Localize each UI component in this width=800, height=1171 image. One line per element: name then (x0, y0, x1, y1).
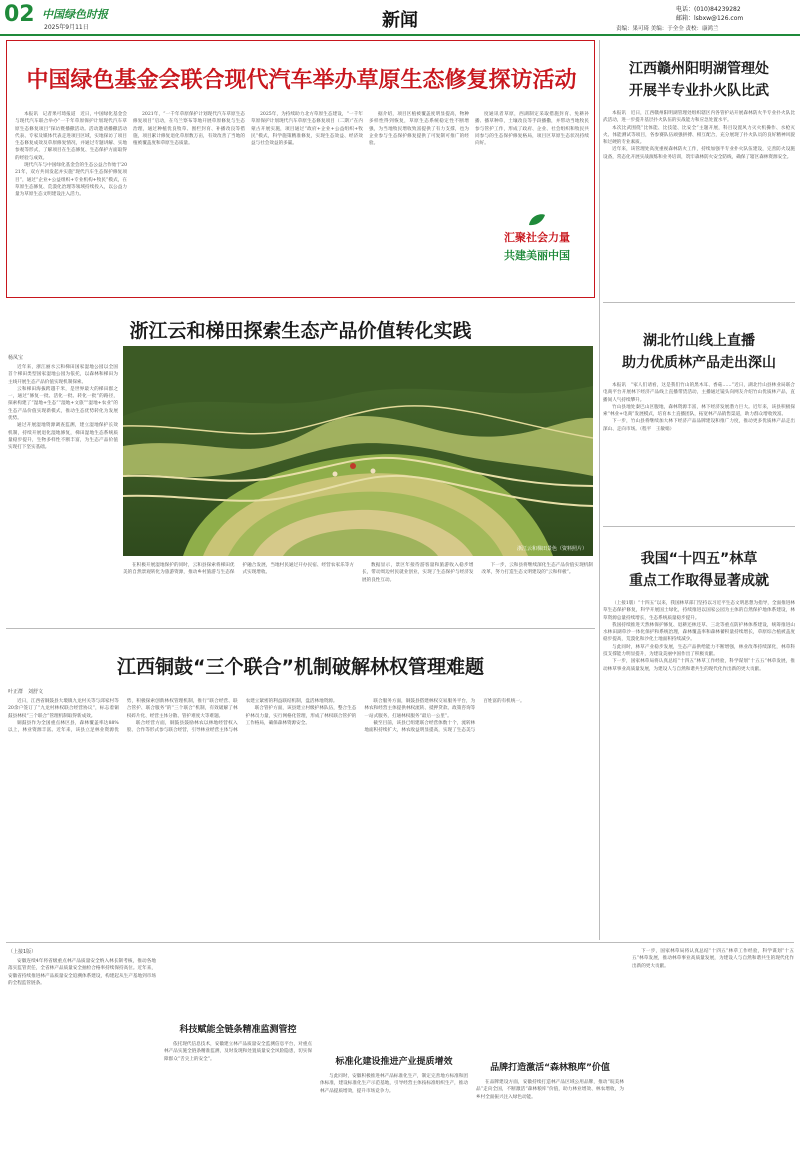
subhead-1: 科技赋能全链条精准监测管控 (179, 1025, 297, 1035)
paragraph: 竹山县地处秦巴山区腹地，森林资源丰富，林下经济发展潜力巨大。近年来，该县积极探索“林业+电商”发展模式，培育本土直播团队，拓宽林产品销售渠道，助力群众增收致富。 (603, 404, 795, 418)
leaf-icon (527, 213, 547, 227)
bottom-col-4 (476, 948, 624, 1166)
paragraph: 下一步，云和县将继续深化生态产品价值实现机制改革，努力打造生态文明建设的“云和样板”。 (481, 563, 593, 576)
masthead-rule (0, 34, 800, 36)
lead-paragraph: 度通讯者草原，西湖制定采取措施封育、免耕补播、播草种草，土壤改良等手段播撒，并带动当地牧民参与管护工作，形成了政府、企业、社会组织和牧民共同参与的生态保护修复格局，项目区草原生态状况持续向好。 (475, 112, 589, 147)
paragraph: 在品牌建设方面，安徽持续打造林产品区域公用品牌，推动“皖美林品”走向全国，不断激活“森林粮库”价值，助力林业增效、林农增收，为乡村全面振兴注入绿色动能。 (476, 1080, 624, 1100)
paragraph: 下一步，国家林草局将认真总结“十四五”林草工作经验，科学谋划“十五五”林草发展，推动林草事业高质量发展，为建设人与自然和谐共生的现代化作出新的更大贡献。 (603, 659, 795, 672)
right-low-headline-1: 我国“十四五”林草 (640, 551, 758, 567)
paragraph: 与此同时，林草产业稳步发展，生态产品供给能力不断增强，林业改革持续深化，林草科技支撑能力明显提升，为建设美丽中国作出了积极贡献。 (603, 644, 795, 658)
mid-story-headline: 江西铜鼓“三个联合”机制破解林权管理难题 (117, 656, 484, 678)
feature-headline: 浙江云和梯田探索生态产品价值转化实践 (129, 320, 472, 342)
lead-paragraph: 现代汽车与中国绿化基金会的生态公益合作始于2021年，双方共同发起并实施“现代汽车生态保护修复项目”，通过“企业+公益组织+专业机构+牧民”模式，在草原生态修复、荒漠化治理等领域持续投入，以公益力量为草原生态文明建设注入活力。 (15, 163, 127, 198)
lead-paragraph: 2021年，“一千年草原保护计划现代汽车草原生态修复项目”启动，在乌兰察布等地开展草原修复与生态治理，通过种植优良牧草、围栏封育、补播改良等措施，项目累计修复退化草原数万亩，有效改善了当地的植被覆盖度和草原生态质量。 (133, 112, 245, 147)
paragraph: 联合管护方面，该县建立村级护林队伍，整合生态护林员力量，实行网格化管理，形成了林权联合管护的工作格局，确保森林资源安全。 (245, 706, 357, 726)
paragraph: 本报讯 “家人们请看，这是我们竹山的黑木耳、香菇……”近日，湖北竹山县林业局联合电商平台开展林下经济产品线上直播带货活动，主播通过镜头向网友介绍竹山优质林产品，直播间人气持续攀升。 (603, 383, 795, 403)
issue-date: 2025年9月11日 (44, 24, 89, 31)
divider (599, 40, 600, 940)
contact-email: 邮箱：lsbxw@126.com (676, 15, 744, 22)
terraced-fields-photo (123, 346, 593, 556)
right-mid-body (603, 382, 795, 532)
lead-body-col-1 (15, 111, 127, 293)
divider (603, 302, 795, 303)
paragraph: 近年来，该管理处高度重视森林防火工作，持续加强半专业扑火队伍建设，完善防火设施设备，常态化开展实战演练和业务培训，筑牢森林防火安全防线，确保了辖区森林资源安全。 (603, 147, 795, 160)
bottom-col-3-text (320, 1073, 468, 1169)
mid-story-body (8, 698, 594, 930)
lead-body-col-2 (133, 111, 245, 293)
paragraph: 数据显示，景区年接待游客量和旅游收入稳步增长，带动周边村民就业创业，实现了生态保护与经济发展的良性互动。 (362, 563, 474, 583)
right-mid-headline-2: 助力优质林产品走出深山 (622, 355, 776, 371)
paragraph: 依托现代信息技术，安徽建立林产品质量安全监测信息平台，对重点林产品实施全链条精准监测，及时发现和处置质量安全风险隐患，切实保障群众“舌尖上的安全”。 (164, 1042, 312, 1062)
right-low-story (603, 530, 795, 940)
paragraph: 本次比武围绕“比体能、比技能、比安全”主题开展，科目设置风力灭火机操作、水枪灭火、体能测试等项目，各参赛队伍顽强拼搏、相互配合，充分展现了扑火队员的良好精神风貌和过硬的专业素质。 (603, 125, 795, 146)
paragraph: 安徽连续4年将省级重点林产品质量安全纳入林长制考核，推动各地落实监管责任，全省林产品质量安全抽检合格率持续保持高位。近年来，安徽省持续推进林产品质量安全追溯体系建设，构建起从生产基地到市场的全程监管链条。 (8, 959, 156, 986)
paragraph: 下一步，国家林草局将认真总结“十四五”林草工作经验，科学谋划“十五五”林草发展，推动林草事业高质量发展，为建设人与自然和谐共生的现代化作出新的更大贡献。 (632, 949, 794, 969)
right-mid-story (603, 306, 795, 526)
paragraph: 与此同时，安徽积极推进林产品标准化生产，制定完善地方标准和团体标准，建设标准化生产示范基地，引导经营主体按标准组织生产，推动林产品提质增效，提升市场竞争力。 (320, 1074, 468, 1094)
right-top-body (603, 110, 795, 290)
bottom-col-5 (632, 948, 794, 1166)
lead-body-col-3 (251, 111, 363, 293)
paragraph: 我国持续推进天然林保护修复、退耕还林还草、三北等重点防护林体系建设，统筹推进山水林田湖草沙一体化保护和系统治理，森林覆盖率和森林蓄积量持续增长，草原综合植被盖度稳步提高，荒漠化和沙化土地面积持续减少。 (603, 622, 795, 643)
paper-name: 中国绿色时报 (42, 8, 108, 21)
bottom-col-4-text (476, 1079, 624, 1169)
section-title: 新闻 (382, 10, 418, 31)
feature-body-left (8, 364, 118, 622)
lead-body-col-5 (475, 111, 589, 199)
right-top-headline-1: 江西赣州阳明湖管理处 (629, 61, 769, 77)
paragraph: 本报讯 近日，江西赣州阳明湖管理处组织辖区内各管护站开展森林防火半专业扑火队比武活动，进一步提升基层扑火队伍的实战能力和应急处置水平。 (603, 111, 795, 124)
lead-paragraph: 据介绍，项目区植被覆盖度明显提高，物种多样性得到恢复，草原生态系统稳定性不断增强，为当地牧民增收致富提供了有力支撑，也为企业参与生态保护修复提供了可复制可推广的经验。 (369, 112, 469, 147)
right-top-headline-2: 开展半专业扑火队比武 (629, 83, 769, 99)
paragraph: 在积极开展湿地保护的同时，云和县探索将梯田优美的自然景观转化为旅游资源，推动乡村旅游与生态保护融合发展，当地村民通过开办民宿、经营农家乐等方式实现增收。 (123, 563, 354, 576)
lead-headline: 中国绿色基金会联合现代汽车举办草原生态修复探访活动 (26, 68, 577, 93)
right-low-body (603, 600, 795, 950)
paragraph: 联合经营方面，铜鼓县鼓励林农以林地经营权入股、合作等形式参与联合经营，引导林业经营主体与林农建立紧密的利益联结机制，盘活林地资源。 (126, 699, 338, 734)
right-top-story (603, 40, 795, 296)
lead-body-col-4 (369, 111, 469, 293)
lead-story (6, 40, 595, 298)
right-low-headline-2: 重点工作取得显著成就 (629, 573, 769, 589)
paragraph: 近日，江西省铜鼓县大塅镇九龙村关等与邱家村等20余户签订了“九龙村林权联合经营协议”，标志着铜鼓县林权“三个联合”管理机制取得新成效。 (8, 699, 119, 719)
bottom-col-2 (164, 948, 312, 1166)
masthead (0, 0, 800, 36)
paragraph: （上接1版）“十四五”以来，我国林草部门坚持以习近平生态文明思想为指导，全面推进林草生态保护修复，科学开展国土绿化，持续推进以国家公园为主体的自然保护地体系建设，林草资源总量持续增长，生态系统质量稳步提升。 (603, 601, 795, 621)
feature-body-right (123, 562, 593, 624)
subhead-3: 品牌打造激活“森林粮库”价值 (490, 1063, 610, 1073)
badge-line-1: 汇聚社会力量 (504, 231, 570, 244)
paragraph: 铜鼓县作为全国重点林区县，森林覆盖率达88%以上，林业资源丰富。近年来，该县立足林业资源优势，积极探索创新林权管理机制，推行“联合经营、联合管护、联合服务”的“三个联合”机制，有效破解了林权碎片化、经营主体分散、管护难度大等难题。 (8, 699, 238, 734)
bottom-col-2-text (164, 1041, 312, 1161)
feature-byline: 杨凤宝 (8, 355, 24, 361)
paragraph: 截至目前，该县已组建联合经营体数十个，流转林地面积持续扩大，林农收益明显提高，实现了生态美与百姓富的有机统一。 (364, 699, 525, 734)
photo-caption: 浙江云和梯田景色（资料照片） (516, 546, 587, 552)
subhead-2: 标准化建设推进产业提质增效 (335, 1057, 453, 1067)
paragraph: 通过开展湿地资源调查监测，建立湿地保护长效机制，持续开展退化湿地修复，梯田湿地生态系统质量稳步提升，生物多样性不断丰富，为生态产品价值实现打下坚实基础。 (8, 423, 118, 451)
bottom-byline: （上接1版） (8, 949, 37, 955)
lead-paragraph: 本报讯 记者果可琦报道 近日，中国绿化基金会与现代汽车联合举办“一千年草原保护计划现代汽车草原生态修复项目”探访暨播撒活动。活动邀请播撒活动代表、专家及媒体代表走进项目区域，实地探访了项目生态修复成效及草原修复情况，并通过专题讲解、实地参观等形式，了解项目在生态修复、生态保护方面取得的经验与成效。 (15, 112, 127, 161)
divider (603, 526, 795, 527)
mid-story-byline: 叶正群 刘舒文 (8, 689, 44, 695)
contact-phone: 电话：(010)84239282 (676, 6, 741, 13)
divider (6, 942, 794, 943)
bottom-col-3 (320, 948, 468, 1166)
editors-line: 责编：果可琦 美编：于全全 责校：康鸿兰 (616, 26, 719, 32)
paragraph: 联合服务方面，铜鼓县搭建林权交易服务平台，为林农和经营主体提供林权流转、抵押贷款、政策咨询等一站式服务，打通林权服务“最后一公里”。 (364, 699, 476, 719)
paragraph: 近年来，浙江丽水云和梯田国家湿地公园以全国首个梯田类型国家湿地公园为依托，以森林和梯田为主线开展生态产品价值实现机制探索。 (8, 365, 118, 385)
paragraph: 云和梯田海拔跨越千米，是世界最大的梯田群之一，通过“修复一批、活化一批、转化一批”的路径，探索构建了“湿地+生态”“湿地+文旅”“湿地+农业”的生态产品价值实现新模式，推动生态优势转化为发展优势。 (8, 386, 118, 422)
terrace-illustration (123, 346, 593, 556)
divider (6, 628, 595, 629)
page-number: 02 (4, 2, 35, 27)
green-badge (485, 213, 589, 273)
paragraph: 下一步，竹山县将继续加大林下经济产品品牌建设和推广力度，推动更多优质林产品走出深山、走向市场。（程平 王敏娟） (603, 419, 795, 432)
bottom-col-1 (8, 958, 156, 1166)
right-mid-headline-1: 湖北竹山线上直播 (643, 333, 755, 349)
badge-line-2: 共建美丽中国 (504, 249, 570, 262)
lead-paragraph: 2025年，为持续助力北方草原生态建设，“一千年草原保护计划现代汽车草原生态修复项目（二期）”在内蒙古开展实施，项目通过“政府+企业+公益组织+牧民”模式，科学施策精准修复，实现生态效益、经济效益与社会效益的多赢。 (251, 112, 363, 147)
